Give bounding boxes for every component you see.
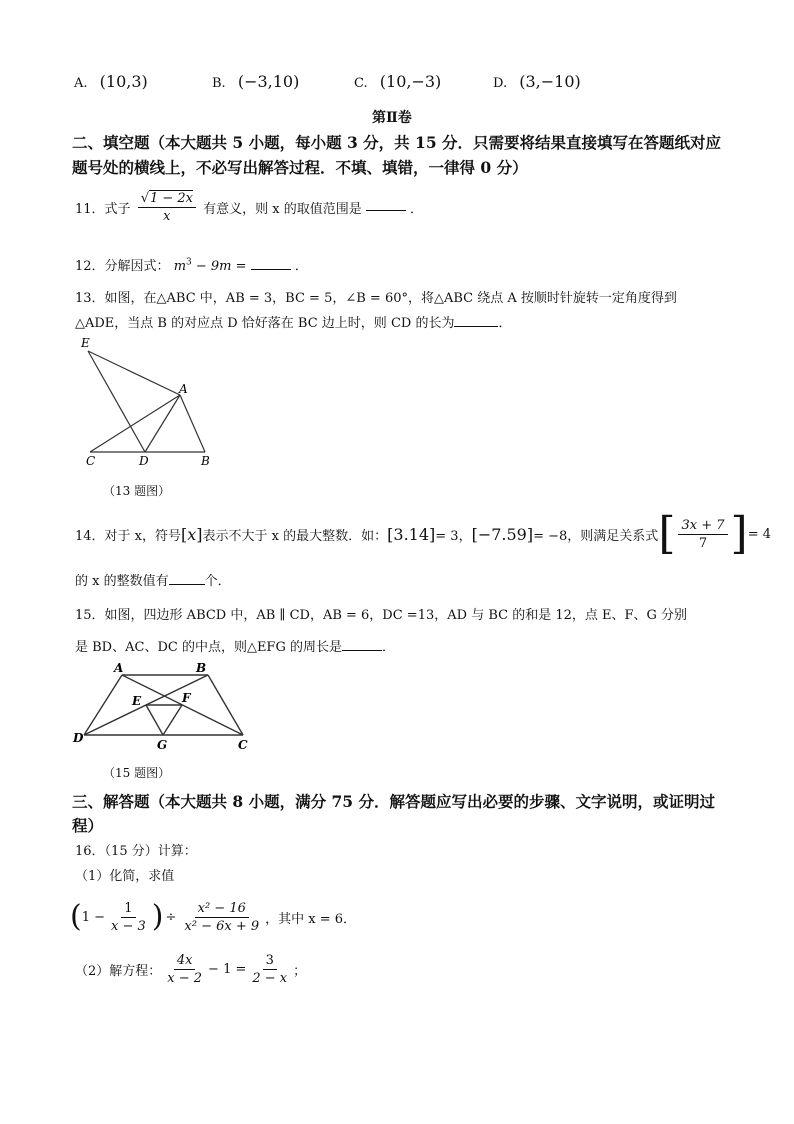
choice-value: (10,3) bbox=[99, 72, 148, 91]
q14-equals: = 4 bbox=[747, 526, 771, 542]
section3-heading-line2: 程） bbox=[72, 816, 104, 835]
q14-ex2-value: −7.59 bbox=[477, 524, 527, 544]
segment-eg bbox=[146, 705, 163, 735]
q11-label: 11．式子 bbox=[75, 202, 131, 217]
label-d: D bbox=[73, 731, 84, 745]
label-a: A bbox=[114, 661, 124, 675]
label-e: E bbox=[81, 336, 90, 350]
q11-radicand: 1 − 2x bbox=[149, 191, 194, 206]
q13-line1: 13．如图，在△ABC 中，AB = 3，BC = 5，∠B = 60°，将△ABC 绕点 A 按顺时针旋转一定角度得到 bbox=[75, 291, 677, 306]
q11-end: ． bbox=[410, 202, 424, 217]
right-bracket: ] bbox=[730, 508, 748, 559]
q14-text2: 表示不大于 x 的最大整数．如： bbox=[202, 528, 388, 544]
q16-part2-label: （2）解方程： bbox=[75, 963, 162, 979]
q13-line2 bbox=[75, 312, 511, 331]
label-f: F bbox=[182, 691, 191, 705]
q15-line2 bbox=[75, 636, 395, 655]
q11-answer-blank[interactable] bbox=[366, 198, 406, 211]
choice-letter: C. bbox=[354, 76, 368, 91]
q15-answer-blank[interactable] bbox=[342, 638, 382, 651]
q14-example2: [−7.59] bbox=[471, 524, 534, 544]
q14-end: 个． bbox=[204, 574, 231, 589]
q15-text: 是 BD、AC、DC 的中点，则△EFG 的周长是 bbox=[75, 640, 342, 655]
q14-floor-symbol: [x] bbox=[181, 524, 203, 544]
q15-caption: （15 题图） bbox=[103, 766, 171, 780]
left-bracket: [ bbox=[658, 508, 676, 559]
q12-label: 12．分解因式： bbox=[75, 259, 170, 274]
q16-fraction2 bbox=[181, 900, 262, 935]
q16-f2-numerator: x² − 16 bbox=[195, 900, 249, 918]
q16-condition: ，其中 x = 6． bbox=[265, 911, 357, 927]
q12-exponent: 3 bbox=[186, 257, 192, 268]
q14-floor-var: x bbox=[187, 524, 197, 544]
right-paren: ) bbox=[151, 899, 164, 934]
q11-text: 有意义，则 x 的取值范围是 bbox=[203, 202, 362, 217]
segment-da bbox=[145, 395, 180, 452]
q12-expr: − 9m = bbox=[191, 259, 247, 274]
label-c: C bbox=[238, 738, 248, 752]
label-g: G bbox=[157, 738, 168, 752]
q14-ex1-value: 3.14 bbox=[393, 524, 430, 544]
q16-one-minus: 1 − bbox=[81, 909, 106, 925]
q14-numerator: 3x + 7 bbox=[678, 517, 727, 535]
q11-denominator: x bbox=[163, 209, 171, 224]
q14-answer-blank[interactable] bbox=[169, 572, 205, 585]
q16-g1-numerator: 4x bbox=[174, 952, 196, 970]
q15-line1: 15．如图，四边形 ABCD 中，AB ∥ CD，AB = 6，DC =13，AD 与 BC 的和是 12，点 E、F、G 分别 bbox=[75, 608, 688, 623]
label-b: B bbox=[196, 661, 207, 675]
q12-answer-blank[interactable] bbox=[251, 257, 291, 270]
segment-ea bbox=[88, 351, 180, 395]
q13-caption: （13 题图） bbox=[103, 484, 171, 498]
label-a: A bbox=[179, 382, 188, 396]
label-c: C bbox=[86, 454, 96, 468]
q16-g2-numerator: 3 bbox=[263, 952, 277, 970]
section2-heading-line1: 二、填空题（本大题共 5 小题，每小题 3 分，共 15 分．只需要将结果直接填写在答题纸对应 bbox=[72, 133, 722, 152]
q16-eq-fraction2 bbox=[249, 952, 290, 987]
choice-letter: D. bbox=[493, 76, 508, 91]
q12-end: ． bbox=[294, 259, 308, 274]
q11-numerator: √1 − 2x bbox=[138, 190, 196, 208]
choice-value: (3,−10) bbox=[519, 72, 581, 91]
q14-text1: 14．对于 x，符号 bbox=[75, 528, 182, 544]
q15-end: ． bbox=[381, 640, 395, 655]
section2-heading-line2: 题号处的横线上，不必写出解答过程．不填、填错，一律得 0 分） bbox=[72, 158, 528, 177]
q16-end: ； bbox=[293, 963, 307, 979]
q11-fraction bbox=[138, 190, 196, 225]
q14-denominator: 7 bbox=[698, 535, 708, 551]
q16-eq-fraction1 bbox=[164, 952, 205, 987]
volume-title: 第Ⅱ卷 bbox=[372, 110, 412, 126]
q16-fraction1 bbox=[108, 900, 149, 935]
question-14 bbox=[75, 508, 771, 559]
segment-ca bbox=[90, 395, 180, 452]
q14-ex1-result: = 3， bbox=[435, 528, 472, 544]
q13-figure bbox=[70, 332, 230, 472]
q14-line2 bbox=[75, 570, 231, 589]
q16-part1-label: （1）化简，求值 bbox=[75, 869, 175, 884]
q13-text: △ADE，当点 B 的对应点 D 恰好落在 BC 边上时，则 CD 的长为 bbox=[75, 316, 455, 331]
choice-b bbox=[212, 72, 299, 91]
choice-a bbox=[74, 72, 148, 91]
segment-ed bbox=[88, 351, 145, 452]
q16-f1-denominator: x − 3 bbox=[111, 918, 146, 934]
q14-example1: [3.14] bbox=[387, 524, 436, 544]
q16-divide: ÷ bbox=[165, 909, 177, 925]
question-12 bbox=[75, 255, 308, 274]
q14-text3: 的 x 的整数值有 bbox=[75, 574, 169, 589]
q12-var: m bbox=[173, 259, 187, 274]
choice-letter: A. bbox=[74, 76, 88, 91]
choice-d bbox=[493, 72, 581, 91]
q16-heading: 16．（15 分）计算： bbox=[75, 844, 197, 859]
q16-minus-one: − 1 = bbox=[208, 961, 247, 977]
label-b: B bbox=[201, 454, 210, 468]
section3-heading-line1: 三、解答题（本大题共 8 小题，满分 75 分．解答题应写出必要的步骤、文字说明，或证明过 bbox=[72, 792, 715, 811]
label-e: E bbox=[132, 694, 142, 708]
choice-c bbox=[354, 72, 441, 91]
q16-f2-denominator: x² − 6x + 9 bbox=[184, 918, 260, 934]
q15-figure bbox=[68, 660, 258, 752]
q13-answer-blank[interactable] bbox=[454, 314, 498, 327]
q13-end: ． bbox=[498, 316, 512, 331]
q16-f1-numerator: 1 bbox=[121, 900, 135, 918]
q16-g2-denominator: 2 − x bbox=[252, 970, 288, 986]
question-11 bbox=[75, 190, 423, 225]
q16-g1-denominator: x − 2 bbox=[167, 970, 203, 986]
q14-fraction bbox=[678, 517, 727, 552]
choice-letter: B. bbox=[212, 76, 226, 91]
q16-equation bbox=[75, 948, 306, 990]
q14-ex2-result: = −8，则满足关系式 bbox=[533, 528, 659, 544]
choice-value: (−3,10) bbox=[237, 72, 300, 91]
q16-expression bbox=[70, 894, 356, 940]
left-paren: ( bbox=[70, 899, 82, 934]
segment-fg bbox=[163, 705, 182, 735]
label-d: D bbox=[139, 454, 149, 468]
choice-value: (10,−3) bbox=[379, 72, 442, 91]
segment-ab bbox=[180, 395, 205, 452]
